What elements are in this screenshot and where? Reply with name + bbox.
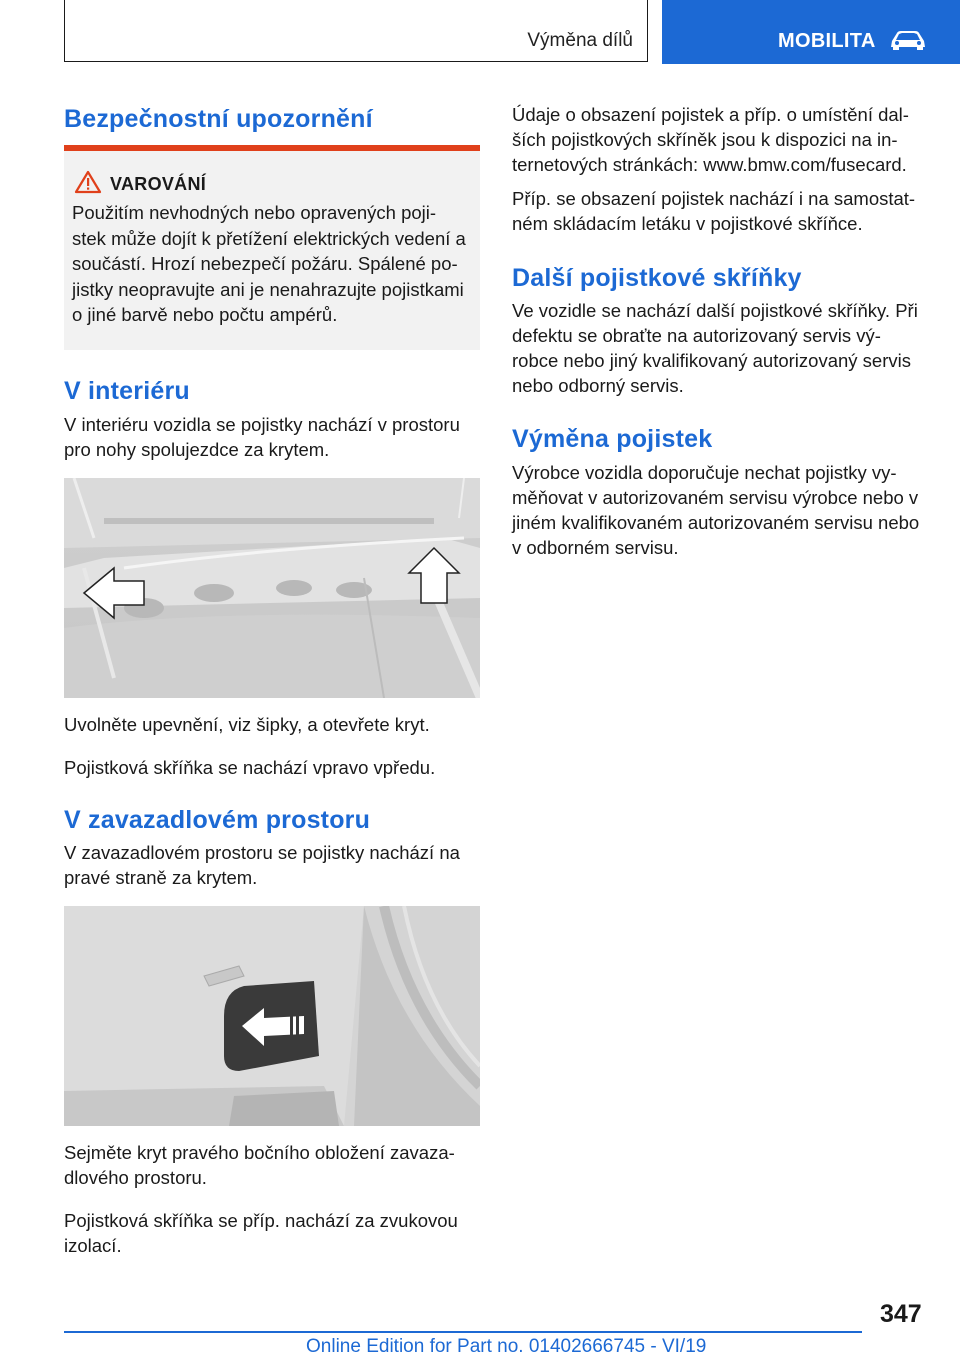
trunk-intro	[64, 840, 480, 890]
header-section-box	[64, 0, 648, 62]
interior-fuse-cover-image	[64, 478, 480, 698]
footer-divider	[64, 1331, 862, 1333]
text-line: Údaje o obsazení pojistek a příp. o umístění dal‐	[512, 104, 909, 125]
trunk-caption-1	[64, 1140, 480, 1190]
text-line: robce nebo jiný kvalifikovaný autorizovaný servis	[512, 350, 911, 371]
header-chapter-tab[interactable]	[662, 0, 960, 64]
text-line: ších pojistkových skříněk jsou k dispozici na in‐	[512, 129, 898, 150]
text-line: pro nohy spolujezdce za krytem.	[64, 439, 330, 460]
text-line: V zavazadlovém prostoru se pojistky nachází na	[64, 842, 460, 863]
fusecard-paragraph	[512, 102, 932, 177]
interior-caption-2: Pojistková skříňka se nachází vpravo vpředu.	[64, 757, 436, 778]
text-line: dlového prostoru.	[64, 1167, 207, 1188]
warning-triangle-icon	[74, 170, 102, 194]
text-line: v odborném servisu.	[512, 537, 679, 558]
text-line: Sejměte kryt pravého bočního obložení zavaza‐	[64, 1142, 455, 1163]
warning-text	[72, 200, 478, 328]
text-line: izolací.	[64, 1235, 122, 1256]
interior-caption-1: Uvolněte upevnění, viz šipky, a otevřete kryt.	[64, 714, 430, 735]
text-line: nebo odborný servis.	[512, 375, 684, 396]
footer-edition: Online Edition for Part no. 01402666745 - VI/19	[306, 1336, 707, 1357]
more-fuseboxes-heading: Další pojistkové skříňky	[512, 264, 802, 292]
text-line: Ve vozidle se nachází další pojistkové skříňky. Při	[512, 300, 918, 321]
warning-line: Použitím nevhodných nebo opravených poji‐	[72, 202, 437, 223]
text-line: Výrobce vozidla doporučuje nechat pojistky vy‐	[512, 462, 897, 483]
text-line: ternetových stránkách: www.bmw.com/fusecard.	[512, 154, 907, 175]
text-line: měňovat v autorizovaném servisu výrobce nebo v	[512, 487, 919, 508]
text-line: ném skládacím letáku v pojistkové skříňce.	[512, 213, 863, 234]
text-line: defektu se obraťte na autorizovaný servis vý‐	[512, 325, 881, 346]
trunk-fuse-cover-image	[64, 906, 480, 1126]
text-line: pravé straně za krytem.	[64, 867, 258, 888]
more-fuseboxes-text	[512, 298, 932, 398]
leaflet-paragraph	[512, 186, 932, 236]
warning-title: VAROVÁNÍ	[110, 174, 207, 194]
text-line: Pojistková skříňka se příp. nachází za zvukovou	[64, 1210, 458, 1231]
replace-fuses-text	[512, 460, 932, 560]
trunk-heading: V zavazadlovém prostoru	[64, 806, 371, 834]
text-line: Příp. se obsazení pojistek nachází i na samostat‐	[512, 188, 916, 209]
text-line: V interiéru vozidla se pojistky nachází v prostoru	[64, 414, 460, 435]
header-section-title: Výměna dílů	[527, 30, 633, 51]
interior-heading: V interiéru	[64, 377, 190, 405]
header-chapter-title: MOBILITA	[778, 30, 876, 52]
car-icon	[888, 29, 928, 51]
warning-line: součástí. Hrozí nebezpečí požáru. Spálené po‐	[72, 253, 458, 274]
warning-line: o jiné barvě nebo počtu ampérů.	[72, 304, 338, 325]
trunk-caption-2	[64, 1208, 480, 1258]
warning-line: stek může dojít k přetížení elektrických vedení a	[72, 227, 466, 249]
warning-bar	[64, 145, 480, 151]
warning-line: jistky neopravujte ani je nenahrazujte pojistkami	[72, 278, 464, 300]
warning-box	[64, 145, 480, 350]
safety-heading: Bezpečnostní upozornění	[64, 105, 373, 133]
interior-intro	[64, 412, 480, 462]
page-number: 347	[880, 1300, 922, 1328]
text-line: jiném kvalifikovaném autorizovaném servisu nebo	[512, 512, 920, 533]
replace-fuses-heading: Výměna pojistek	[512, 425, 713, 453]
